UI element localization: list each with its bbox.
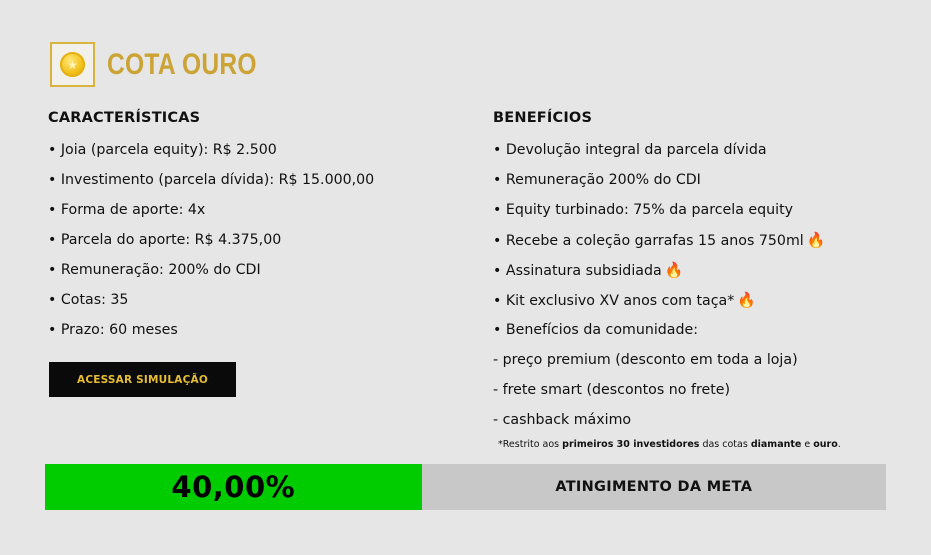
list-item: • Forma de aporte: 4x [48, 202, 206, 218]
fire-icon: 🔥 [664, 261, 684, 279]
footnote [498, 439, 841, 450]
coin-badge [50, 42, 95, 87]
list-item: • Cotas: 35 [48, 292, 129, 308]
list-item-text: • Remuneração 200% do CDI [493, 172, 701, 188]
fire-icon: 🔥 [806, 231, 826, 249]
list-item: • Investimento (parcela dívida): R$ 15.000,00 [48, 172, 375, 188]
list-item [493, 318, 825, 348]
list-item-text: - cashback máximo [493, 412, 632, 428]
list-item-text: • Recebe a coleção garrafas 15 anos 750ml [493, 233, 804, 249]
list-item [493, 348, 825, 378]
benefits-list [493, 138, 825, 438]
progress-fill [45, 464, 422, 510]
fire-icon: 🔥 [737, 291, 757, 309]
footnote-text: das cotas [699, 439, 751, 450]
list-item: • Joia (parcela equity): R$ 2.500 [48, 142, 277, 158]
list-item: • Remuneração: 200% do CDI [48, 262, 261, 278]
progress-percent: 40,00% [171, 470, 296, 504]
list-item: • Prazo: 60 meses [48, 322, 178, 338]
benefits-heading: BENEFÍCIOS [493, 110, 593, 126]
footnote-emphasis: primeiros 30 investidores [562, 439, 700, 450]
benefits-section [493, 108, 825, 438]
list-item-text: - preço premium (desconto em toda a loja) [493, 352, 798, 368]
list-item-text: • Equity turbinado: 75% da parcela equity [493, 202, 794, 218]
list-item [493, 288, 825, 318]
list-item-text: • Assinatura subsidiada [493, 263, 662, 279]
list-item-text: • Devolução integral da parcela dívida [493, 142, 767, 158]
footnote-emphasis: diamante [750, 439, 802, 450]
gold-coin-icon: ★ [60, 52, 85, 77]
footnote-text: *Restrito aos [498, 439, 563, 450]
product-header [50, 42, 290, 87]
list-item: • Parcela do aporte: R$ 4.375,00 [48, 232, 282, 248]
list-item [493, 258, 825, 288]
footnote-text: . [837, 439, 841, 450]
list-item-text: - frete smart (descontos no frete) [493, 382, 731, 398]
list-item [493, 198, 825, 228]
access-simulation-button[interactable]: ACESSAR SIMULAÇÃO [49, 362, 236, 397]
list-item [493, 228, 825, 258]
list-item-text: • Kit exclusivo XV anos com taça* [493, 293, 735, 309]
list-item [493, 168, 825, 198]
characteristics-list [48, 138, 374, 348]
characteristics-section [48, 108, 374, 348]
list-item [493, 408, 825, 438]
page-title: COTA OURO [107, 47, 257, 81]
footnote-emphasis: ouro [813, 439, 838, 450]
footnote-text: e [801, 439, 814, 450]
goal-progress-bar [45, 464, 886, 510]
progress-label: ATINGIMENTO DA META [555, 479, 753, 495]
characteristics-heading: CARACTERÍSTICAS [48, 110, 201, 126]
list-item [493, 138, 825, 168]
list-item-text: • Benefícios da comunidade: [493, 322, 698, 338]
list-item [493, 378, 825, 408]
